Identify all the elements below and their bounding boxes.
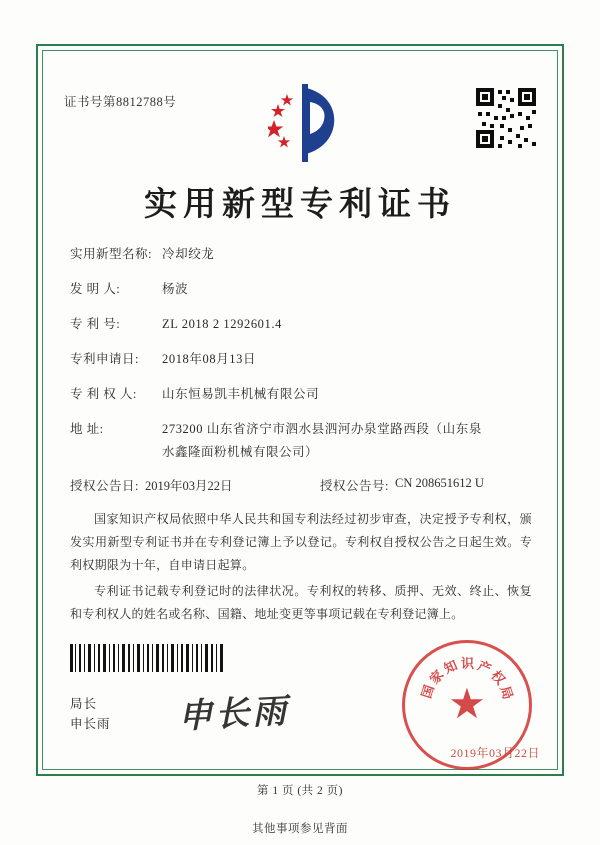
qr-code-icon — [476, 88, 536, 148]
field-label: 专 利 权 人: — [70, 387, 137, 401]
field-inventor — [70, 279, 530, 297]
field-value: 山东恒易凯丰机械有限公司 — [162, 387, 320, 401]
seal-star-icon: ★ — [448, 682, 486, 728]
page-title: 实用新型专利证书 — [144, 184, 456, 223]
grant-date-label: 授权公告日: — [70, 479, 139, 493]
patent-office-logo-icon — [268, 84, 340, 162]
certificate-number: 证书号第8812788号 — [64, 95, 177, 109]
field-value: 273200 山东省济宁市泗水县泗河办泉堂路西段（山东泉 — [162, 422, 482, 436]
page-number: 第 1 页 (共 2 页) — [256, 785, 344, 797]
field-address-line2: 水鑫隆面粉机械有限公司） — [162, 445, 319, 459]
field-patent-number — [70, 314, 530, 332]
field-patentee — [70, 384, 530, 402]
grant-number-value: CN 208651612 U — [394, 476, 484, 490]
field-grant-row — [70, 476, 530, 494]
field-list — [70, 244, 530, 511]
field-label: 专利申请日: — [70, 352, 139, 366]
field-utility-model-name — [70, 244, 530, 262]
field-label: 地 址: — [70, 422, 104, 436]
footer-note: 其他事项参见背面 — [252, 823, 348, 835]
signature-name: 申长雨 — [70, 717, 111, 731]
field-value: ZL 2018 2 1292601.4 — [162, 317, 282, 331]
paragraph-registry-statement: 专利证书记载专利登记时的法律状况。专利权的转移、质押、无效、终止、恢复和专利权人的姓名或名称、国籍、地址变更等事项记载在专利登记簿上。 — [70, 584, 532, 621]
signature-block — [70, 694, 111, 734]
grant-date-value: 2019年03月22日 — [144, 479, 233, 493]
field-label: 实用新型名称: — [70, 247, 152, 261]
barcode — [70, 644, 226, 672]
field-value: 杨波 — [162, 282, 189, 296]
field-value: 2018年08月13日 — [162, 352, 257, 366]
field-label: 发 明 人: — [70, 282, 121, 296]
field-label: 专 利 号: — [70, 317, 121, 331]
seal-date: 2019年03月22日 — [450, 746, 540, 760]
seal-text-ring: 国 家 知 识 产 权 局 — [419, 657, 515, 702]
paragraph-legal-statement: 国家知识产权局依照中华人民共和国专利法经过初步审查，决定授予专利权，颁发实用新型专利证书并在专利登记簿上予以登记。专利权自授权公告之日起生效。专利权期限为十年，自申请日起算。 — [70, 512, 532, 572]
handwritten-signature: 申长雨 — [177, 693, 291, 736]
field-value: 冷却绞龙 — [162, 247, 215, 261]
grant-number-label: 授权公告号: — [320, 479, 389, 493]
signature-role: 局长 — [70, 697, 98, 711]
field-address — [70, 419, 530, 437]
field-application-date — [70, 349, 530, 367]
